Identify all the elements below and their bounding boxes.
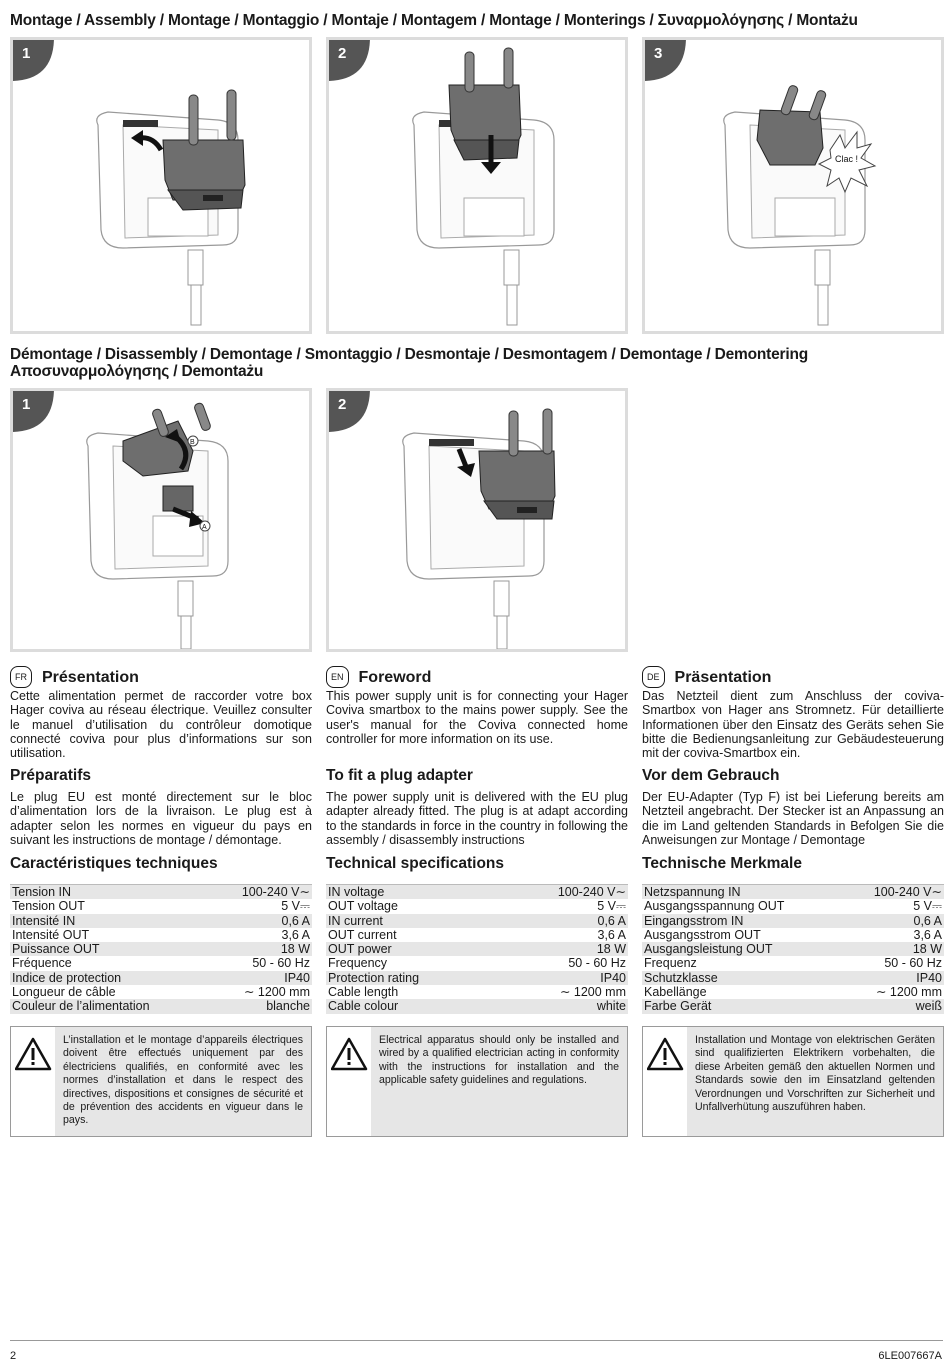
spec-row: Protection rating IP40 <box>328 970 626 985</box>
footer-divider <box>10 1340 943 1341</box>
fr-warning-box <box>10 1026 312 1137</box>
spec-row: Tension IN 100-240 V∼ <box>12 885 310 899</box>
warning-icon <box>331 1035 375 1079</box>
spec-row: Farbe Gerät weiß <box>644 999 942 1014</box>
en-title: Foreword <box>358 669 432 686</box>
en-spec-title: Technical specifications <box>326 855 505 872</box>
en-warning-text: Electrical apparatus should only be installed and wired by a qualified electrician acting in conformity with the instructions for installation and the applicable safety guidelines and regulations. <box>371 1027 627 1136</box>
de-language-badge: DE <box>642 666 665 688</box>
en-warning-box <box>326 1026 628 1137</box>
spec-row: Fréquence 50 - 60 Hz <box>12 956 310 971</box>
fr-heading <box>10 666 139 688</box>
de-spec-title: Technische Merkmale <box>642 855 802 872</box>
spec-row: Frequenz 50 - 60 Hz <box>644 956 942 971</box>
de-warning-box <box>642 1026 944 1137</box>
en-spec-table <box>326 884 628 1014</box>
assembly-step-1-illustration <box>13 40 309 331</box>
spec-row: Schutzklasse IP40 <box>644 970 942 985</box>
fr-title: Présentation <box>42 669 139 686</box>
en-prep-title: To fit a plug adapter <box>326 767 473 784</box>
assembly-title: Montage / Assembly / Montage / Montaggio / Montaje / Montagem / Montage / Monterings / Συναρμολόγησης / Montażu <box>10 12 858 29</box>
document-code: 6LE007667A <box>878 1350 942 1362</box>
spec-row: Intensité OUT 3,6 A <box>12 927 310 942</box>
spec-row: Kabellänge ∼ 1200 mm <box>644 985 942 1000</box>
de-intro-text: Das Netzteil dient zum Anschluss der coviva-Smartbox von Hager ans Stromnetz. Für detaillierte Informationen über den Einsatz des Geräts sehen Sie bitte die Bedienungsanleitung zur Gebäudesteuerung mit der coviva-Smartbox ein. <box>642 689 944 761</box>
fr-spec-table <box>10 884 312 1014</box>
en-heading <box>326 666 431 688</box>
fr-spec-title: Caractéristiques techniques <box>10 855 218 872</box>
disassembly-step-1-panel <box>10 388 312 652</box>
assembly-step-2-illustration <box>329 40 625 331</box>
step-number: 2 <box>338 396 347 413</box>
assembly-step-1-panel <box>10 37 312 334</box>
step-tab-icon <box>10 388 54 432</box>
assembly-step-2-panel <box>326 37 628 334</box>
spec-row: Tension OUT 5 V⎓ <box>12 899 310 914</box>
step-number: 2 <box>338 45 347 62</box>
disassembly-step-1-illustration <box>13 391 309 649</box>
spec-row: Intensité IN 0,6 A <box>12 913 310 928</box>
spec-row: OUT current 3,6 A <box>328 927 626 942</box>
spec-row: OUT voltage 5 V⎓ <box>328 899 626 914</box>
en-prep-text: The power supply unit is delivered with the EU plug adapter already fitted. The plug is at adapt according to the standards in force in the country in following the assembly / disassembly instructions <box>326 790 628 847</box>
page-number: 2 <box>10 1350 17 1362</box>
disassembly-title-line-1: Démontage / Disassembly / Demontage / Smontaggio / Desmontaje / Desmontagem / Demontage / Demontering <box>10 346 809 363</box>
en-language-badge: EN <box>326 666 349 688</box>
assembly-step-3-panel <box>642 37 944 334</box>
spec-row: Eingangsstrom IN 0,6 A <box>644 913 942 928</box>
de-spec-table <box>642 884 944 1014</box>
marker-b-label: B <box>190 439 195 446</box>
spec-row: Ausgangsleistung OUT 18 W <box>644 942 942 957</box>
de-heading <box>642 666 771 688</box>
spec-row: Cable colour white <box>328 999 626 1014</box>
warning-icon <box>647 1035 691 1079</box>
spec-row: Frequency 50 - 60 Hz <box>328 956 626 971</box>
spec-row: Indice de protection IP40 <box>12 970 310 985</box>
step-number: 1 <box>22 45 31 62</box>
disassembly-title-line-2: Αποσυναρμολόγησης / Demontażu <box>10 363 264 380</box>
clac-label: Clac ! <box>835 154 859 164</box>
de-title: Präsentation <box>674 669 772 686</box>
spec-row: Couleur de l’alimentation blanche <box>12 999 310 1014</box>
fr-intro-text: Cette alimentation permet de raccorder votre box Hager coviva au réseau électrique. Veuillez consulter le manuel d’utilisation du contrôleur domotique connecté coviva pour plus d’informations sur son utilisation. <box>10 689 312 761</box>
spec-row: Longueur de câble ∼ 1200 mm <box>12 985 310 1000</box>
marker-a-label: A <box>202 524 207 531</box>
en-intro-text: This power supply unit is for connecting your Hager Coviva smartbox to the mains power supply. See the user's manual for the Coviva connected home controller for more information on its use. <box>326 689 628 746</box>
spec-row: IN voltage 100-240 V∼ <box>328 885 626 899</box>
spec-row: OUT power 18 W <box>328 942 626 957</box>
step-tab-icon <box>642 37 686 81</box>
disassembly-step-2-illustration <box>329 391 625 649</box>
fr-prep-text: Le plug EU est monté directement sur le bloc d’alimentation lors de la livraison. Le plug est à adapter selon les normes en vigueur du pays en suivant les instructions de montage / démontage. <box>10 790 312 847</box>
spec-row: IN current 0,6 A <box>328 913 626 928</box>
de-warning-text: Installation und Montage von elektrischen Geräten sind qualifizierten Elektrikern vorbehalten, die diese Arbeiten gemäß den aktuellen Normen und Standards sowie den im Einsatzland geltenden Verordnungen und Vorschriften zur Sicherheit und Unfallverhütung auszuführen haben. <box>687 1027 943 1136</box>
step-number: 1 <box>22 396 31 413</box>
step-tab-icon <box>326 37 370 81</box>
fr-warning-text: L’installation et le montage d’appareils électriques doivent être effectués uniquement par des électriciens qualifiés, en conformité avec les normes d’installation et dans le respect des directives, dispositions et consignes de sécurité et de prévention des accidents en vigueur dans le pays. <box>55 1027 311 1136</box>
spec-row: Ausgangsspannung OUT 5 V⎓ <box>644 899 942 914</box>
de-prep-text: Der EU-Adapter (Typ F) ist bei Lieferung bereits am Netzteil angebracht. Der Stecker ist an Anpassung an die im Land geltenden Standards in Befolgen Sie die Anweisungen zur Montage / Demontage <box>642 790 944 847</box>
spec-row: Cable length ∼ 1200 mm <box>328 985 626 1000</box>
fr-language-badge: FR <box>10 666 32 688</box>
de-prep-title: Vor dem Gebrauch <box>642 767 780 784</box>
step-tab-icon <box>326 388 370 432</box>
disassembly-step-2-panel <box>326 388 628 652</box>
fr-prep-title: Préparatifs <box>10 767 91 784</box>
spec-row: Ausgangsstrom OUT 3,6 A <box>644 927 942 942</box>
step-number: 3 <box>654 45 663 62</box>
warning-icon <box>15 1035 59 1079</box>
step-tab-icon <box>10 37 54 81</box>
assembly-step-3-illustration <box>645 40 941 331</box>
spec-row: Puissance OUT 18 W <box>12 942 310 957</box>
spec-row: Netzspannung IN 100-240 V∼ <box>644 885 942 899</box>
